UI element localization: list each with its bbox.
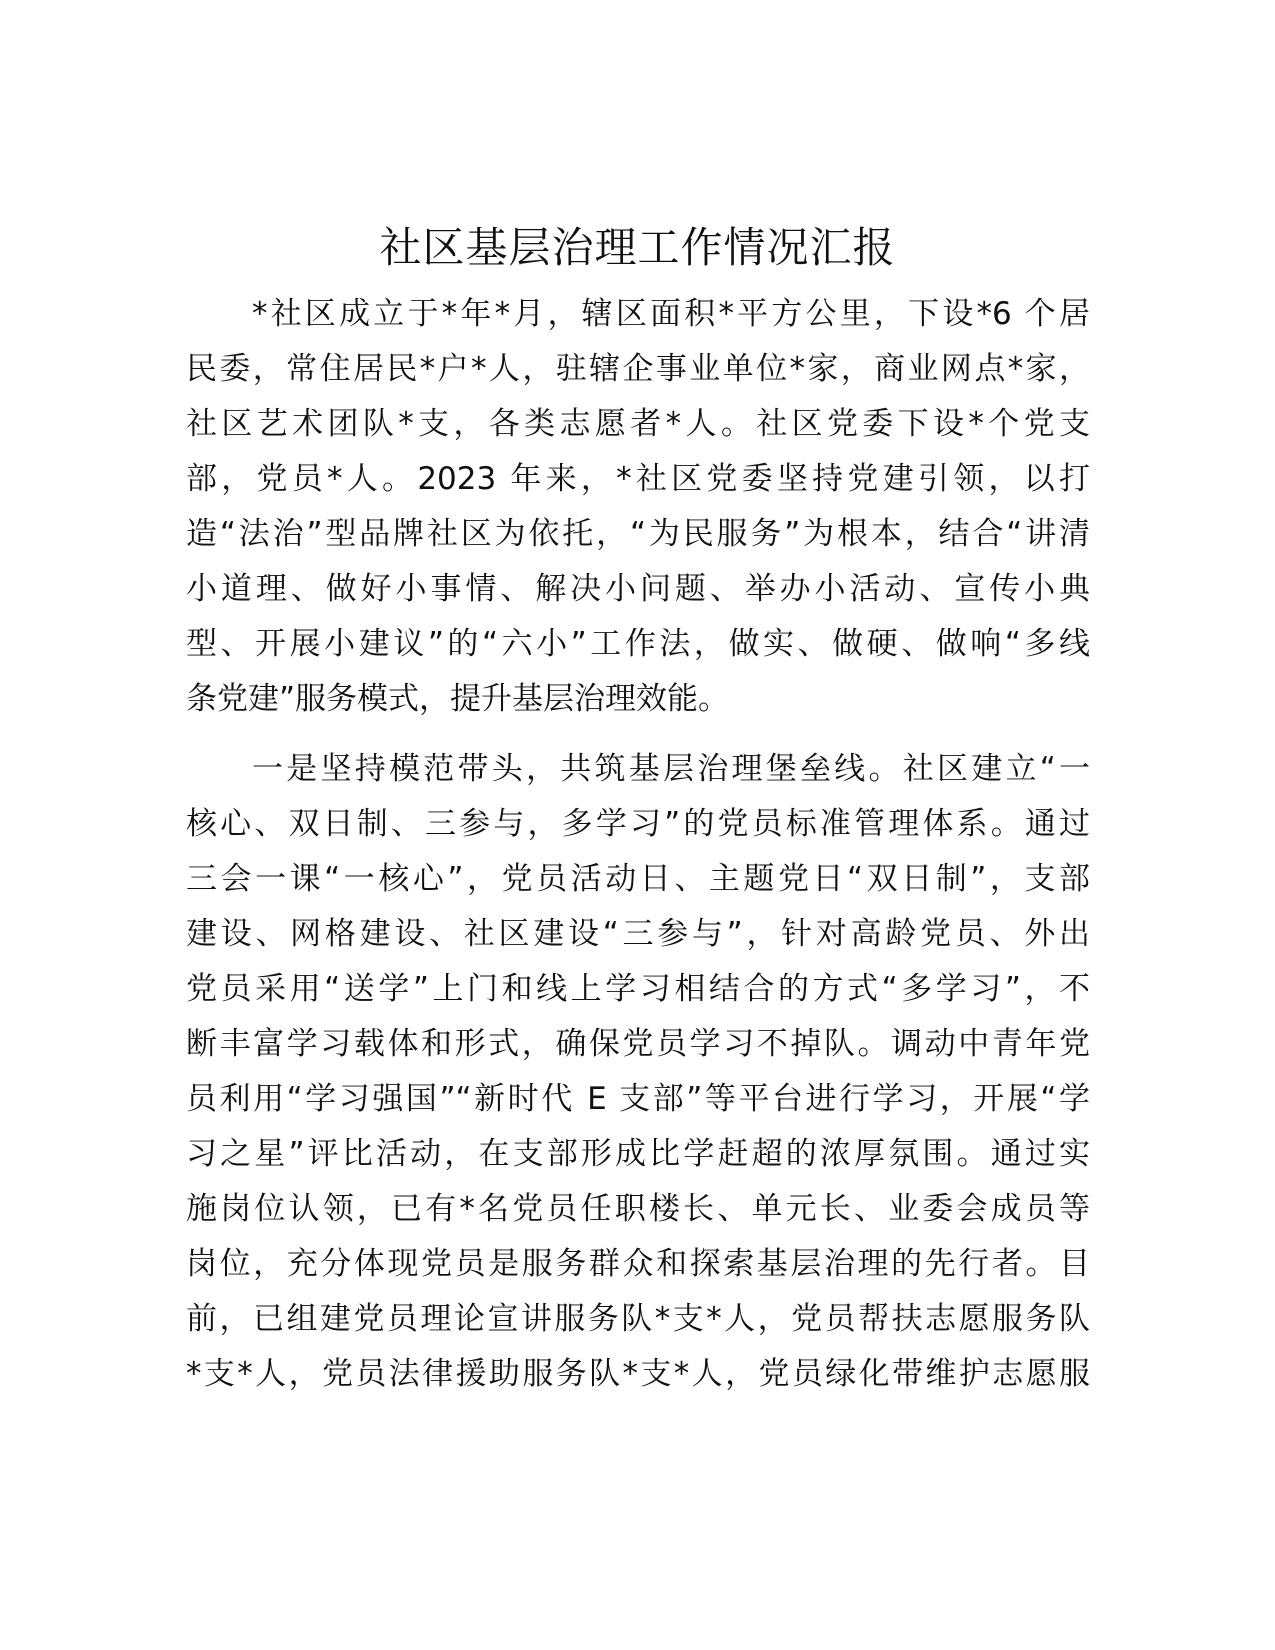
paragraph-2-line-2: 核心、双日制、三参与，多学习”的党员标准管理体系。通过 xyxy=(186,806,1090,842)
paragraph-1-line-8: 条党建”服务模式，提升基层治理效能。 xyxy=(186,681,730,717)
paragraph-2-line-9: 施岗位认领，已有*名党员任职楼长、单元长、业委会成员等 xyxy=(186,1191,1090,1227)
paragraph-1-line-1: *社区成立于*年*月，辖区面积*平方公里，下设*6 个居 xyxy=(252,296,1090,332)
paragraph-2-line-10: 岗位，充分体现党员是服务群众和探索基层治理的先行者。目 xyxy=(186,1246,1090,1282)
paragraph-1-line-6: 小道理、做好小事情、解决小问题、举办小活动、宣传小典 xyxy=(186,571,1090,607)
paragraph-2-line-5: 党员采用“送学”上门和线上学习相结合的方式“多学习”，不 xyxy=(186,971,1090,1007)
paragraph-1-line-7: 型、开展小建议”的“六小”工作法，做实、做硬、做响“多线 xyxy=(186,626,1090,662)
paragraph-2-line-11: 前，已组建党员理论宣讲服务队*支*人，党员帮扶志愿服务队 xyxy=(186,1301,1090,1337)
paragraph-1-line-4: 部，党员*人。2023 年来，*社区党委坚持党建引领，以打 xyxy=(186,461,1090,497)
paragraph-1-line-5: 造“法治”型品牌社区为依托，“为民服务”为根本，结合“讲清 xyxy=(186,516,1090,552)
document-title: 社区基层治理工作情况汇报 xyxy=(379,223,896,272)
paragraph-2-line-6: 断丰富学习载体和形式，确保党员学习不掉队。调动中青年党 xyxy=(186,1026,1090,1062)
paragraph-2-line-12: *支*人，党员法律援助服务队*支*人，党员绿化带维护志愿服 xyxy=(186,1356,1090,1392)
paragraph-2-line-8: 习之星”评比活动，在支部形成比学赶超的浓厚氛围。通过实 xyxy=(186,1136,1090,1172)
paragraph-2-line-3: 三会一课“一核心”，党员活动日、主题党日“双日制”，支部 xyxy=(186,861,1090,897)
paragraph-1-line-2: 民委，常住居民*户*人，驻辖企事业单位*家，商业网点*家， xyxy=(186,351,1090,387)
paragraph-2-line-1: 一是坚持模范带头，共筑基层治理堡垒线。社区建立“一 xyxy=(252,751,1090,787)
paragraph-2-line-7: 员利用“学习强国”“新时代 E 支部”等平台进行学习，开展“学 xyxy=(186,1081,1090,1117)
paragraph-1-line-3: 社区艺术团队*支，各类志愿者*人。社区党委下设*个党支 xyxy=(186,406,1090,442)
paragraph-2-line-4: 建设、网格建设、社区建设“三参与”，针对高龄党员、外出 xyxy=(186,916,1090,952)
